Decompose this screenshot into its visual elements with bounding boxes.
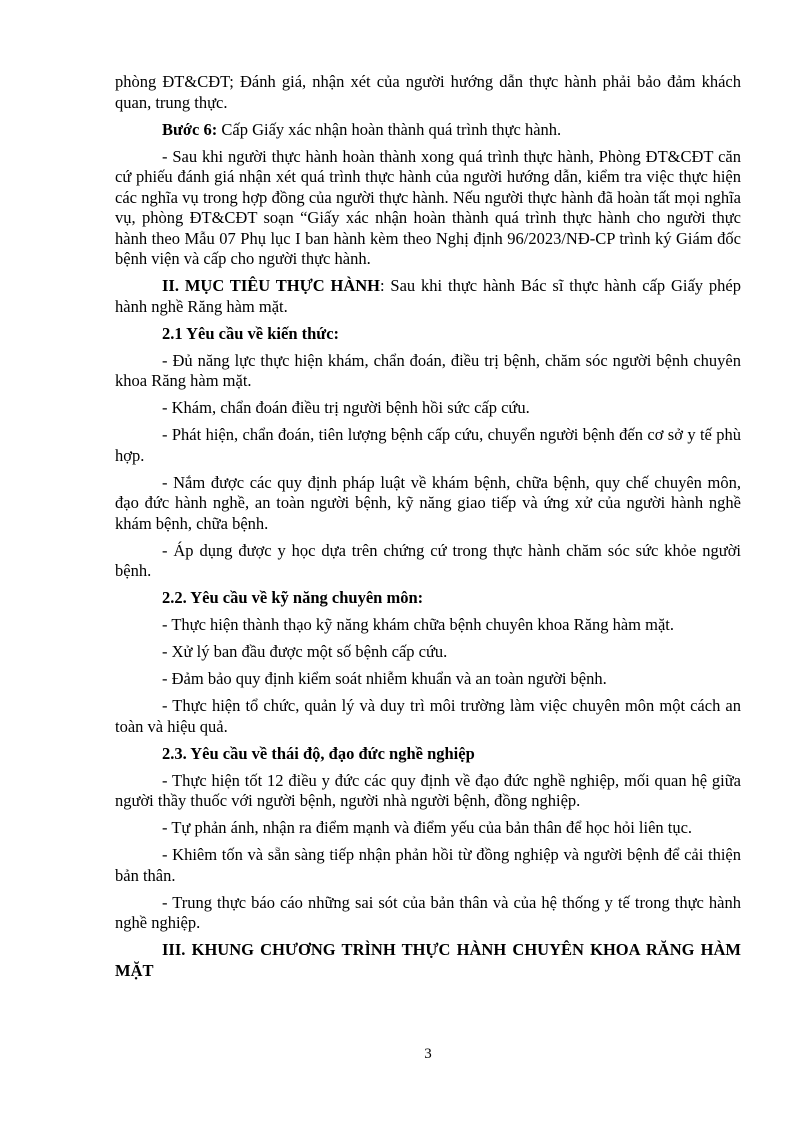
text-run: - Trung thực báo cáo những sai sót của bản thân và của hệ thống y tế trong thực hành nghề nghiệp. [115,892,741,932]
bold-text-run: II. MỤC TIÊU THỰC HÀNH [162,276,380,295]
text-run: - Xử lý ban đầu được một số bệnh cấp cứu. [162,642,448,661]
text-run: - Tự phản ánh, nhận ra điểm mạnh và điểm yếu của bản thân để học hỏi liên tục. [162,818,693,837]
paragraph-to-chuc-quan-ly [115,696,741,737]
text-run: - Thực hiện tốt 12 điều y đức các quy định về đạo đức nghề nghiệp, mối quan hệ giữa người thầy thuốc với người bệnh, người nhà người bệnh, đồng nghiệp. [115,770,741,810]
text-run: - Thực hiện thành thạo kỹ năng khám chữa bệnh chuyên khoa Răng hàm mặt. [162,615,674,634]
paragraph-continuation [115,72,741,113]
text-run: - Nắm được các quy định pháp luật về khám bệnh, chữa bệnh, quy chế chuyên môn, đạo đức hành nghề, an toàn người bệnh, kỹ năng giao tiếp và ứng xử của người hành nghề khám bệnh, chữa bệnh. [115,472,741,533]
text-run: - Khám, chẩn đoán điều trị người bệnh hồi sức cấp cứu. [162,398,530,417]
paragraph-dam-bao [115,669,741,690]
paragraph-buoc-6 [115,120,741,141]
heading-2-3 [115,744,741,765]
heading-2-1 [115,324,741,345]
text-run: - Đảm bảo quy định kiểm soát nhiễm khuẩn và an toàn người bệnh. [162,669,607,688]
text-run: - Khiêm tốn và sẵn sàng tiếp nhận phản hồi từ đồng nghiệp và người bệnh để cải thiện bản thân. [115,845,741,885]
text-run: - Sau khi người thực hành hoàn thành xong quá trình thực hành, Phòng ĐT&CĐT căn cứ phiếu đánh giá nhận xét quá trình thực hành của người hướng dẫn, kiểm tra việc thực hiện các nghĩa vụ trong hợp đồng của người thực hành. Nếu người thực hành đã hoàn tất mọi nghĩa vụ, phòng ĐT&CĐT soạn “Giấy xác nhận hoàn thành quá trình thực hành cho người thực hành theo Mẫu 07 Phụ lục I ban hành kèm theo Nghị định 96/2023/NĐ-CP trình ký Giám đốc bệnh viện và cấp cho người thực hành. [115,146,741,268]
text-run: Cấp Giấy xác nhận hoàn thành quá trình thực hành. [217,119,562,139]
bold-text-run: 2.1 Yêu cầu về kiến thức: [162,323,340,343]
text-run: : Sau khi thực hành Bác sĩ thực hành cấp Giấy phép hành nghề Răng hàm mặt. [115,276,741,316]
paragraph-tu-phan-anh [115,818,741,839]
text-run: - Đủ năng lực thực hiện khám, chẩn đoán, điều trị bệnh, chăm sóc người bệnh chuyên khoa Răng hàm mặt. [115,350,741,390]
paragraph-kham-chan-doan [115,398,741,419]
page-footer [115,1045,741,1063]
paragraph-xu-ly-ban-dau [115,642,741,663]
paragraph-du-nang-luc [115,351,741,392]
text-run: - Phát hiện, chẩn đoán, tiên lượng bệnh cấp cứu, chuyển người bệnh đến cơ sở y tế phù hợp. [115,425,741,465]
page-number: 3 [424,1046,432,1062]
bold-text-run: III. KHUNG CHƯƠNG TRÌNH THỰC HÀNH CHUYÊN KHOA RĂNG HÀM MẶT [115,940,741,980]
paragraph-khiem-ton [115,845,741,886]
paragraph-thuc-hien-thanh-thao [115,615,741,636]
text-run: phòng ĐT&CĐT; Đánh giá, nhận xét của người hướng dẫn thực hành phải bảo đảm khách quan, trung thực. [115,72,741,112]
paragraph-phat-hien [115,425,741,466]
heading-muc-tieu-thuc-hanh [115,276,741,317]
bold-text-run: 2.3. Yêu cầu về thái độ, đạo đức nghề nghiệp [162,743,475,763]
bold-text-run: Bước 6: [162,119,218,139]
paragraph-trung-thuc [115,893,741,934]
heading-khung-chuong-trinh [115,940,741,981]
text-run: - Áp dụng được y học dựa trên chứng cứ trong thực hành chăm sóc sức khỏe người bệnh. [115,540,741,580]
paragraph-nam-duoc [115,473,741,535]
paragraph-ap-dung [115,541,741,582]
paragraph-sau-khi [115,147,741,270]
document-body [115,72,741,988]
text-run: - Thực hiện tổ chức, quản lý và duy trì môi trường làm việc chuyên môn một cách an toàn và hiệu quả. [115,696,741,736]
bold-text-run: 2.2. Yêu cầu về kỹ năng chuyên môn: [162,588,424,607]
paragraph-12-dieu-y-duc [115,771,741,812]
heading-2-2 [115,588,741,609]
